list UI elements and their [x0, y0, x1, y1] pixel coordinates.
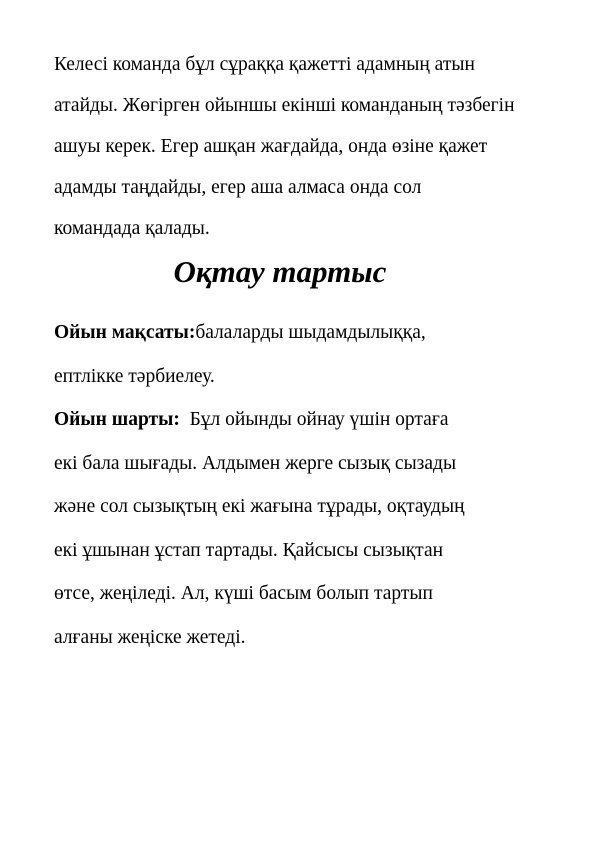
rules-line: және сол сызықтың екі жағына тұрады, оқтаудың: [54, 496, 465, 517]
intro-line: Келесі команда бұл сұраққа қажетті адамның атын: [54, 54, 475, 75]
goal-line-continued: ептлікке тәрбиелеу.: [54, 365, 215, 387]
game-title: [0, 250, 560, 294]
game-description: [54, 311, 554, 659]
rules-line: екі ұшынан ұстап тартады. Қайсысы сызықтан: [54, 539, 444, 561]
rules-line: өтсе, жеңіледі. Ал, күші басым болып тартып: [54, 583, 433, 604]
intro-paragraph: [54, 44, 554, 249]
rules-line: екі бала шығады. Алдымен жерге сызық сызады: [54, 452, 457, 474]
rules-line: [54, 398, 554, 442]
goal-line: [54, 311, 554, 355]
intro-line: ашуы керек. Егер ашқан жағдайда, онда өзіне қажет: [54, 136, 488, 157]
intro-line: атайды. Жөгірген ойыншы екінші команданың тәзбегін: [54, 95, 515, 116]
goal-text: балаларды шыдамдылыққа,: [195, 322, 426, 343]
goal-label: Ойын мақсаты:: [54, 322, 196, 343]
rules-text: Бұл ойынды ойнау үшін ортаға: [179, 409, 449, 430]
rules-label: Ойын шарты:: [54, 409, 180, 430]
game-title-text: Оқтау тартыс: [173, 254, 387, 289]
intro-line: командада қалады.: [54, 218, 210, 239]
rules-line: алғаны жеңіске жетеді.: [54, 626, 246, 648]
intro-line: адамды таңдайды, егер аша алмаса онда сол: [54, 177, 422, 198]
